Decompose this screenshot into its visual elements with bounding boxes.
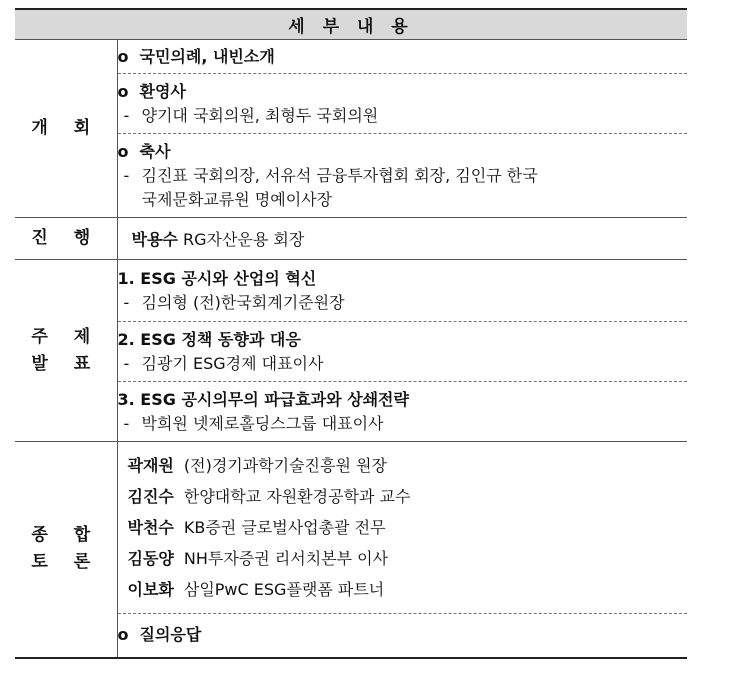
label-line: 종 합	[31, 525, 101, 546]
label-line: 발 표	[31, 353, 101, 374]
bullet-marker: o	[117, 46, 129, 66]
label-line: 주 제	[31, 326, 101, 347]
panelist	[118, 481, 688, 512]
presentation-title: 3. ESG 공시의무의 파급효과와 상쇄전략	[117, 389, 409, 409]
item-title: 국민의례, 내빈소개	[139, 46, 275, 66]
item-detail: 국제문화교류원 명예이사장	[141, 189, 333, 209]
panelist	[118, 574, 688, 605]
moderator-cell	[117, 218, 687, 260]
item-detail: 김진표 국회의장, 서유석 금융투자협회 회장, 김인규 한국	[141, 165, 538, 185]
moderator-name: 박용수	[131, 230, 178, 249]
presentation-title: 1. ESG 공시와 산업의 혁신	[117, 268, 317, 288]
presentation-item	[117, 382, 687, 442]
bullet-marker: o	[117, 625, 129, 645]
item-title: 축사	[139, 141, 171, 161]
panelist-name: 곽재원	[127, 456, 174, 475]
panelist-role: 삼일PwC ESG플랫폼 파트너	[183, 580, 385, 599]
qa-item	[117, 614, 687, 658]
qa-label: 질의응답	[139, 625, 202, 645]
presentation-title: 2. ESG 정책 동향과 대응	[117, 329, 301, 349]
panelist-role: (전)경기과학기술진흥원 원장	[183, 456, 387, 475]
program-table	[15, 8, 687, 659]
panelist-name: 이보화	[127, 580, 174, 599]
presenter: 김의형 (전)한국회계기준원장	[141, 292, 345, 312]
section-label-discussion	[15, 442, 117, 658]
dash-marker: -	[123, 353, 130, 373]
dash-marker: -	[123, 105, 130, 125]
panelist-role: 한양대학교 자원환경공학과 교수	[183, 487, 411, 506]
panelist-role: KB증권 글로벌사업총괄 전무	[183, 518, 386, 537]
presentation-item	[117, 260, 687, 322]
panelist-name: 김진수	[127, 487, 174, 506]
moderator-role: RG자산운용 회장	[182, 230, 305, 249]
bullet-marker: o	[117, 141, 129, 161]
presenter: 박희원 넷제로홀딩스그룹 대표이사	[141, 413, 384, 433]
section-label-moderator: 진 행	[15, 218, 117, 260]
item-title: 환영사	[139, 81, 186, 101]
panelist	[118, 512, 688, 543]
panelist-name: 박천수	[127, 518, 174, 537]
presentation-item	[117, 322, 687, 382]
dash-marker: -	[123, 413, 130, 433]
panelist	[118, 450, 688, 481]
item-detail: 양기대 국회의원, 최형두 국회의원	[141, 105, 379, 125]
opening-item	[117, 74, 687, 134]
opening-item	[117, 40, 687, 74]
table-header: 세 부 내 용	[15, 9, 687, 40]
panelist-name: 김동양	[127, 549, 174, 568]
presenter: 김광기 ESG경제 대표이사	[141, 353, 324, 373]
panelist-list	[117, 442, 687, 614]
section-label-presentations	[15, 260, 117, 442]
bullet-marker: o	[117, 81, 129, 101]
panelist-role: NH투자증권 리서치본부 이사	[183, 549, 389, 568]
panelist	[118, 543, 688, 574]
section-label-opening: 개 회	[15, 40, 117, 218]
dash-marker: -	[123, 165, 130, 185]
opening-item	[117, 134, 687, 218]
dash-marker: -	[123, 292, 130, 312]
label-line: 토 론	[31, 552, 101, 573]
